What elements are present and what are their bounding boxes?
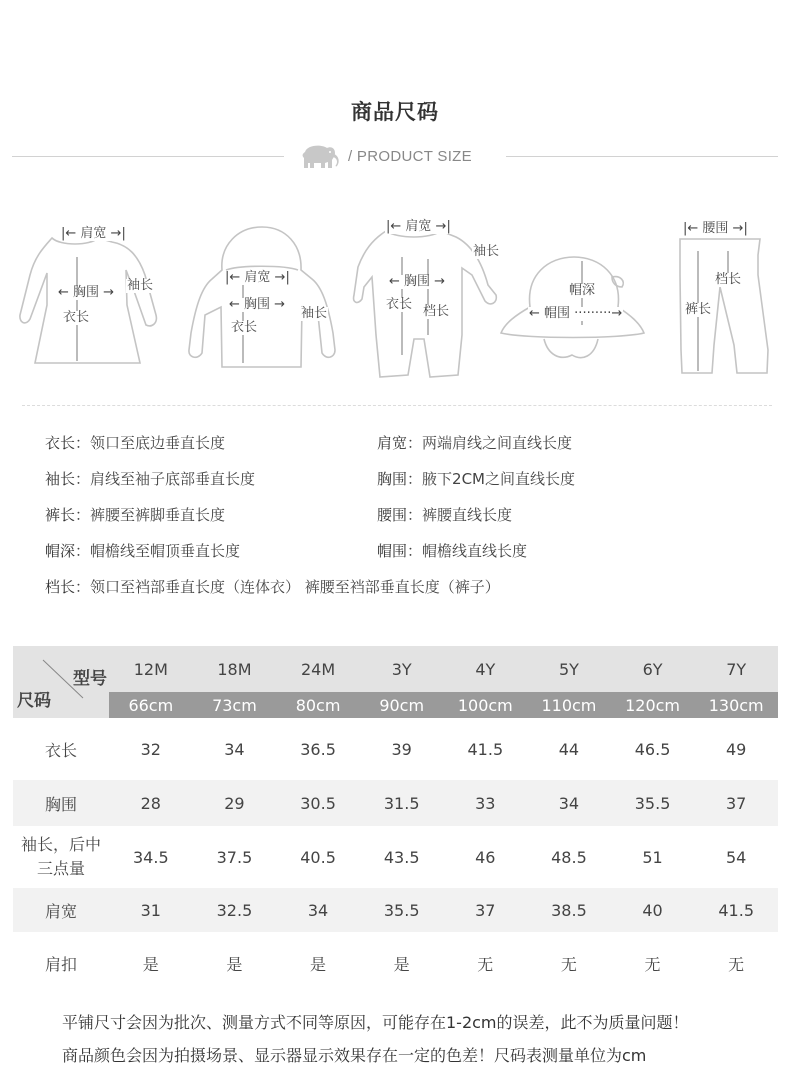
definition-item: 衣长：领口至底边垂直长度: [45, 434, 226, 452]
row-label: 肩扣: [44, 954, 77, 974]
row-label: 胸围: [13, 780, 109, 826]
table-cell: 46: [475, 847, 496, 867]
table-cell: 无: [644, 954, 661, 974]
jacket-length-label: 衣长: [231, 320, 258, 335]
size-header: 6Y: [611, 646, 695, 692]
elephant-icon: [297, 142, 343, 172]
table-cell: 38.5: [527, 888, 611, 932]
table-cell: 46.5: [634, 739, 671, 759]
table-cell: 无: [728, 954, 745, 974]
height-header: 73cm: [193, 692, 277, 718]
subtitle-row: [12, 142, 778, 172]
row-label: [13, 826, 109, 888]
divider-right: [506, 156, 778, 157]
table-cell: 36.5: [300, 739, 336, 759]
table-cell: 51: [642, 847, 663, 867]
height-header-row: [13, 692, 778, 718]
dashed-divider: [22, 405, 772, 406]
definition-item: 腰围：裤腰直线长度: [377, 506, 513, 524]
table-cell: 是: [310, 954, 327, 974]
table-cell: 41.5: [694, 888, 778, 932]
definition-item: 袖长：肩线至袖子底部垂直长度: [45, 470, 256, 488]
table-cell: 31.5: [360, 780, 444, 826]
height-header: 130cm: [694, 692, 778, 718]
height-header: 100cm: [444, 692, 528, 718]
row-label-line1: 袖长，后中: [20, 835, 101, 854]
jacket-sleeve-label: 袖长: [301, 306, 328, 321]
table-cell: 35.5: [611, 780, 695, 826]
table-row: [13, 780, 778, 826]
table-cell: 40: [611, 888, 695, 932]
table-cell: 35.5: [360, 888, 444, 932]
table-row: [13, 718, 778, 780]
romper-chest-label: ← 胸围 →: [389, 274, 446, 289]
size-header-row: [13, 646, 778, 692]
table-cell: 33: [444, 780, 528, 826]
hat-depth-label: 帽深: [569, 283, 596, 298]
height-header: 110cm: [527, 692, 611, 718]
page-title: 商品尺码: [351, 100, 439, 124]
size-header: 12M: [109, 646, 193, 692]
definition-item: 档长：领口至裆部垂直长度（连体衣） 裤腰至裆部垂直长度（裤子）: [45, 578, 500, 596]
dress-sleeve-label: 袖长: [127, 278, 154, 293]
romper-sleeve-label: 袖长: [473, 244, 500, 259]
dress-shoulder-label: |← 肩宽 →|: [61, 226, 126, 241]
table-cell: 28: [109, 780, 193, 826]
note-measurement-error: 平铺尺寸会因为批次、测量方式不同等原因，可能存在1-2cm的误差，此不为质量问题！: [62, 1013, 689, 1032]
size-header: 7Y: [694, 646, 778, 692]
table-cell: 54: [726, 847, 747, 867]
table-cell: 43.5: [383, 847, 420, 867]
table-row: [13, 932, 778, 994]
table-cell: 34: [276, 888, 360, 932]
table-cell: 48.5: [551, 847, 587, 867]
dress-outline: [20, 238, 156, 363]
row-label: 肩宽: [13, 888, 109, 932]
size-header: 5Y: [527, 646, 611, 692]
table-cell: 30.5: [276, 780, 360, 826]
definition-item: 帽围：帽檐线直线长度: [377, 542, 528, 560]
corner-size-label: 尺码: [17, 691, 51, 711]
table-cell: 39: [391, 739, 412, 759]
garment-figures: [0, 215, 790, 390]
table-row: [13, 888, 778, 932]
table-corner: [13, 646, 109, 718]
subtitle: / PRODUCT SIZE: [348, 148, 472, 165]
size-header: 4Y: [444, 646, 528, 692]
table-cell: 37: [694, 780, 778, 826]
definition-item: 裤长：裤腰至裤脚垂直长度: [45, 506, 226, 524]
table-cell: 是: [142, 954, 159, 974]
hat-circ-label: ← 帽围 ·········→: [529, 306, 623, 321]
size-header: 18M: [193, 646, 277, 692]
size-table: [13, 646, 778, 994]
divider-left: [12, 156, 284, 157]
pants-crotch-label: 档长: [715, 272, 742, 287]
table-cell: 是: [226, 954, 243, 974]
table-cell: 34: [527, 780, 611, 826]
dress-chest-label: ← 胸围 →: [58, 285, 115, 300]
note-color-difference: 商品颜色会因为拍摄场景、显示器显示效果存在一定的色差！尺码表测量单位为cm: [62, 1046, 647, 1065]
table-cell: 31: [109, 888, 193, 932]
romper-crotch-label: 档长: [423, 304, 450, 319]
definition-item: 胸围：腋下2CM之间直线长度: [377, 470, 575, 488]
table-cell: 37: [444, 888, 528, 932]
size-header: 24M: [276, 646, 360, 692]
row-label-line2: 三点量: [36, 859, 85, 878]
table-cell: 49: [726, 739, 747, 759]
table-cell: 32: [140, 739, 161, 759]
table-cell: 44: [558, 739, 580, 759]
height-header: 66cm: [109, 692, 193, 718]
table-cell: 29: [193, 780, 277, 826]
height-header: 90cm: [360, 692, 444, 718]
hat-strap: [544, 339, 598, 358]
height-header: 120cm: [611, 692, 695, 718]
size-header: 3Y: [360, 646, 444, 692]
table-cell: 41.5: [467, 739, 504, 759]
row-label: 衣长: [44, 740, 77, 760]
romper-shoulder-label: |← 肩宽 →|: [386, 219, 451, 234]
jacket-chest-label: ← 胸围 →: [229, 297, 286, 312]
table-cell: 34: [224, 739, 245, 759]
table-row: [13, 826, 778, 888]
jacket-shoulder-label: |← 肩宽 →|: [225, 270, 290, 285]
table-cell: 37.5: [216, 847, 253, 867]
table-cell: 是: [393, 954, 410, 974]
romper-length-label: 衣长: [386, 297, 413, 312]
pants-waist-label: |← 腰围 →|: [683, 221, 748, 236]
height-header: 80cm: [276, 692, 360, 718]
table-cell: 无: [477, 954, 494, 974]
definition-item: 帽深：帽檐线至帽顶垂直长度: [45, 542, 241, 560]
definition-item: 肩宽：两端肩线之间直线长度: [377, 434, 573, 452]
table-cell: 34.5: [133, 847, 169, 867]
table-cell: 无: [560, 954, 577, 974]
pants-length-label: 裤长: [685, 302, 712, 317]
table-cell: 40.5: [300, 847, 336, 867]
dress-length-label: 衣长: [63, 310, 90, 325]
corner-model-label: 型号: [73, 669, 107, 689]
table-cell: 32.5: [193, 888, 277, 932]
